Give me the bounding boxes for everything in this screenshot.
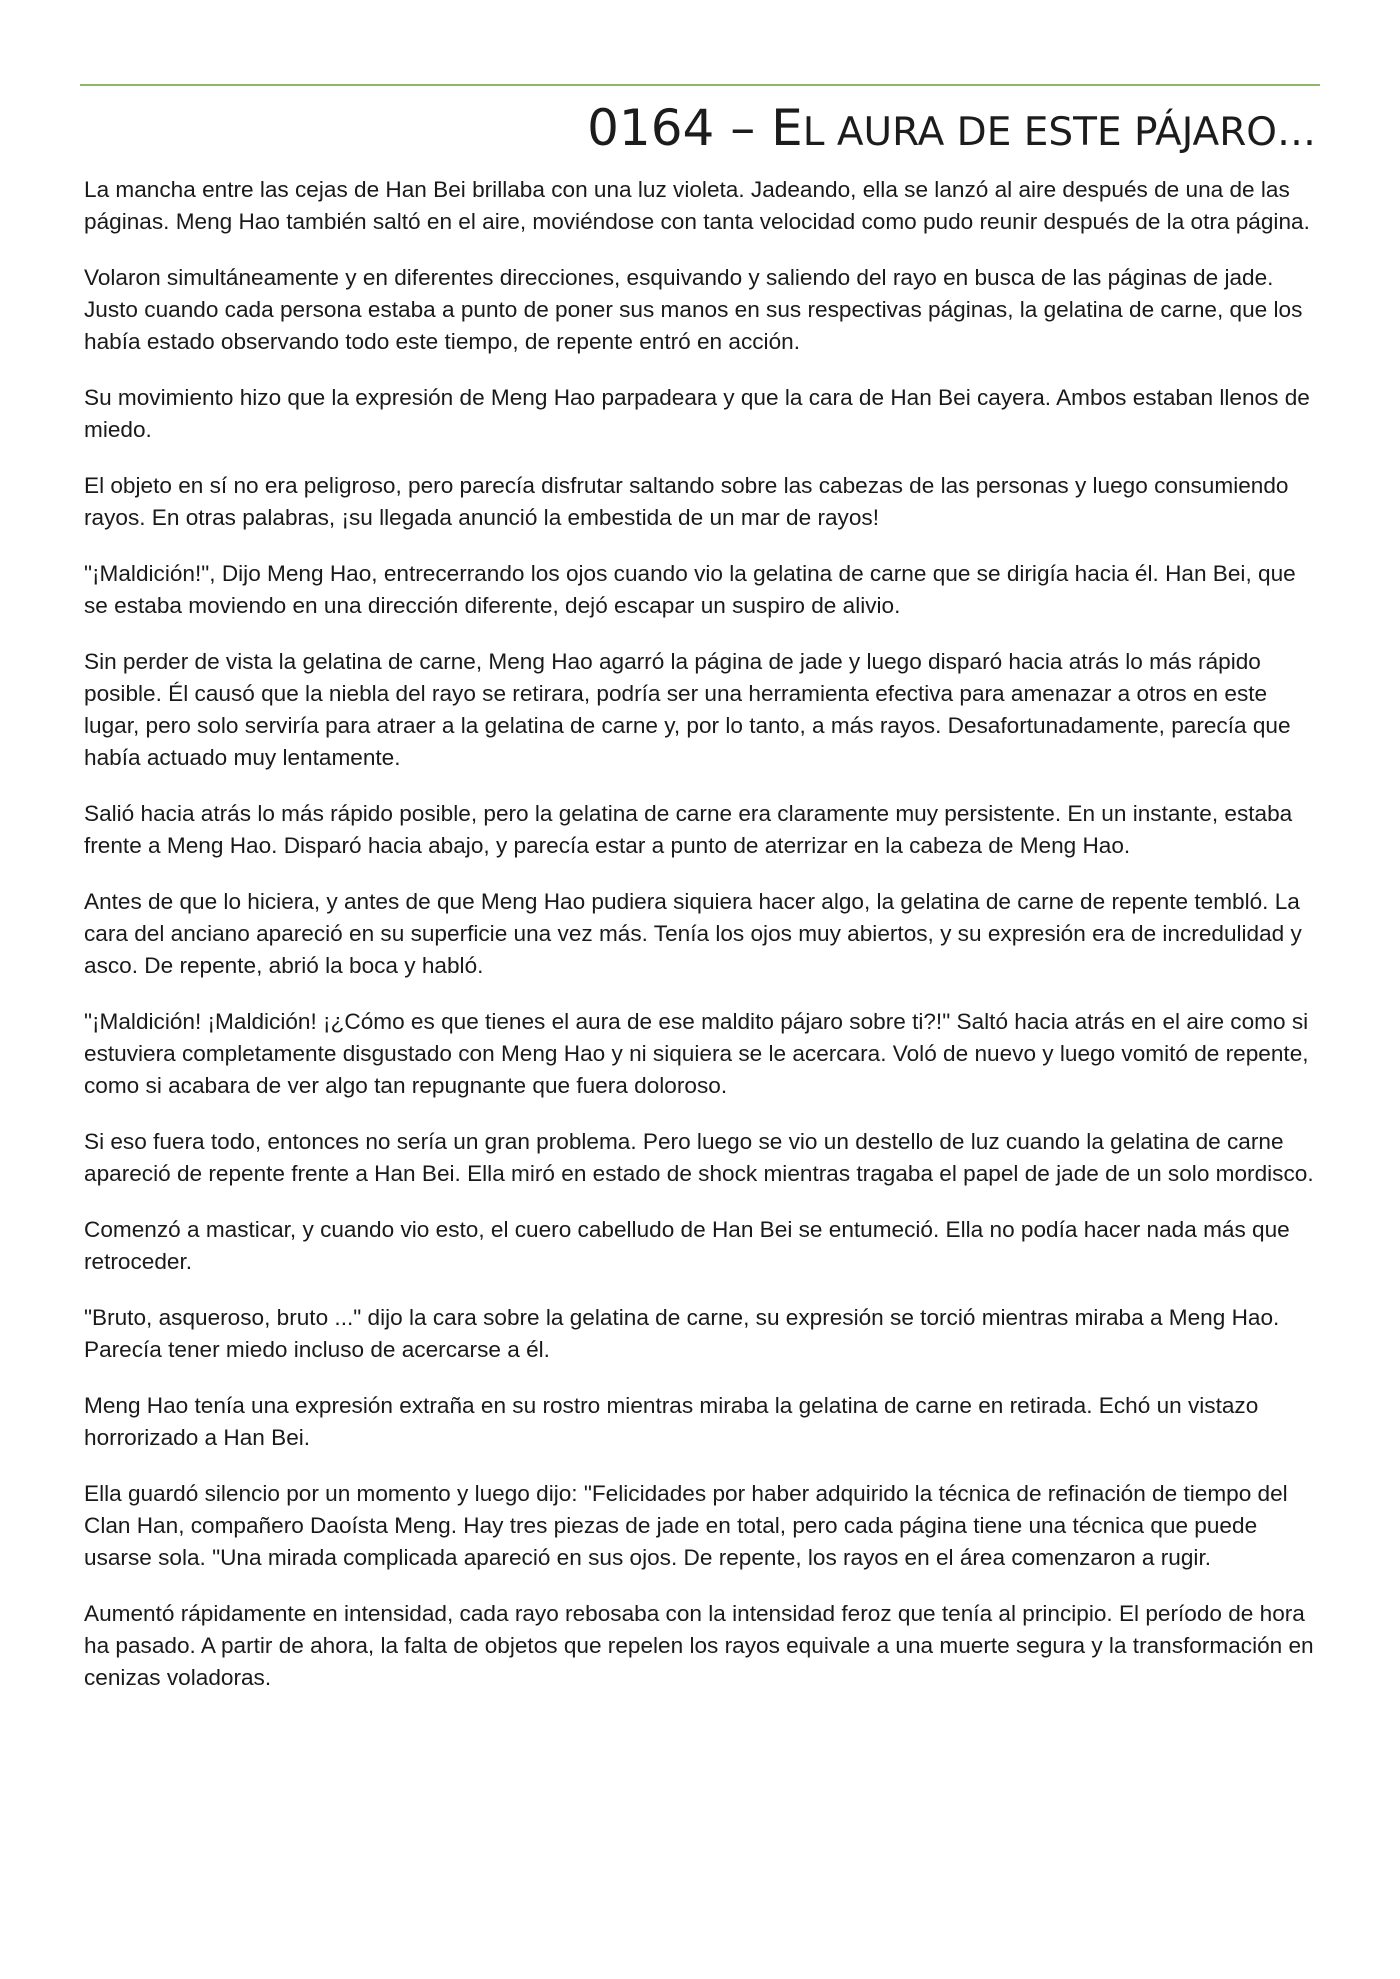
paragraph: Ella guardó silencio por un momento y luego dijo: "Felicidades por haber adquirido la técnica de refinación de tiempo del Clan Han, compañero Daoísta Meng. Hay tres piezas de jade en total, pero cada página tiene una técnica que puede usarse sola. "Una mirada complicada apareció en sus ojos. De repente, los rayos en el área comenzaron a rugir.	[84, 1480, 1288, 1571]
paragraph: Meng Hao tenía una expresión extraña en su rostro mientras miraba la gelatina de carne en retirada. Echó un vistazo horrorizado a Han Bei.	[84, 1392, 1259, 1451]
paragraph: "¡Maldición! ¡Maldición! ¡¿Cómo es que tienes el aura de ese maldito pájaro sobre ti?!" Saltó hacia atrás en el aire como si estuviera completamente disgustado con Meng Hao y ni siquiera se le acercara. Voló de nuevo y luego vomitó de repente, como si acabara de ver algo tan repugnante que fuera doloroso.	[84, 1009, 1309, 1099]
chapter-body	[84, 174, 1320, 1718]
chapter-title-rest-a: L AURA DE ESTE P	[802, 110, 1156, 155]
paragraph: Su movimiento hizo que la expresión de Meng Hao parpadeara y que la cara de Han Bei cayera. Ambos estaban llenos de miedo.	[84, 385, 1310, 443]
paragraph: Aumentó rápidamente en intensidad, cada rayo rebosaba con la intensidad feroz que tenía al principio. El período de hora ha pasado. A partir de ahora, la falta de objetos que repelen los rayos equivale a una muerte segura y la transformación en cenizas voladoras.	[84, 1600, 1314, 1691]
paragraph: Antes de que lo hiciera, y antes de que Meng Hao pudiera siquiera hacer algo, la gelatina de carne de repente tembló. La cara del anciano apareció en su superficie una vez más. Tenía los ojos muy abiertos, y su expresión era de incredulidad y asco. De repente, abrió la boca y habló.	[84, 888, 1302, 979]
paragraph: "Bruto, asqueroso, bruto ..." dijo la cara sobre la gelatina de carne, su expresión se torció mientras miraba a Meng Hao. Parecía tener miedo incluso de acercarse a él.	[84, 1304, 1280, 1363]
chapter-number: 0164 –	[587, 99, 756, 157]
paragraph: Sin perder de vista la gelatina de carne, Meng Hao agarró la página de jade y luego disparó hacia atrás lo más rápido posible. Él causó que la niebla del rayo se retirara, podría ser una herramienta efectiva para amenazar a otros en este lugar, pero solo serviría para atraer a la gelatina de carne y, por lo tanto, a más rayos. Desafortunadamente, parecía que había actuado muy lentamente.	[84, 648, 1291, 771]
paragraph: La mancha entre las cejas de Han Bei brillaba con una luz violeta. Jadeando, ella se lanzó al aire después de una de las páginas. Meng Hao también saltó en el aire, moviéndose con tanta velocidad como pudo reunir después de la otra página.	[84, 177, 1310, 235]
paragraph: Comenzó a masticar, y cuando vio esto, el cuero cabelludo de Han Bei se entumeció. Ella no podía hacer nada más que retroceder.	[84, 1217, 1290, 1275]
paragraph: Volaron simultáneamente y en diferentes direcciones, esquivando y saliendo del rayo en busca de las páginas de jade. Justo cuando cada persona estaba a punto de poner sus manos en sus respectivas páginas, la gelatina de carne, que los había estado observando todo este tiempo, de repente entró en acción.	[84, 264, 1303, 355]
chapter-title-rest-b: ÁJARO…	[1155, 110, 1316, 155]
chapter-title	[587, 92, 1316, 169]
paragraph: Si eso fuera todo, entonces no sería un gran problema. Pero luego se vio un destello de luz cuando la gelatina de carne apareció de repente frente a Han Bei. Ella miró en estado de shock mientras tragaba el papel de jade de un solo mordisco.	[84, 1129, 1314, 1187]
chapter-title-initial: E	[771, 99, 803, 157]
paragraph: "¡Maldición!", Dijo Meng Hao, entrecerrando los ojos cuando vio la gelatina de carne que se dirigía hacia él. Han Bei, que se estaba moviendo en una dirección diferente, dejó escapar un suspiro de alivio.	[84, 560, 1296, 619]
paragraph: Salió hacia atrás lo más rápido posible, pero la gelatina de carne era claramente muy persistente. En un instante, estaba frente a Meng Hao. Disparó hacia abajo, y parecía estar a punto de aterrizar en la cabeza de Meng Hao.	[84, 801, 1293, 859]
paragraph: El objeto en sí no era peligroso, pero parecía disfrutar saltando sobre las cabezas de las personas y luego consumiendo rayos. En otras palabras, ¡su llegada anunció la embestida de un mar de rayos!	[84, 472, 1289, 531]
header-rule	[80, 84, 1320, 86]
